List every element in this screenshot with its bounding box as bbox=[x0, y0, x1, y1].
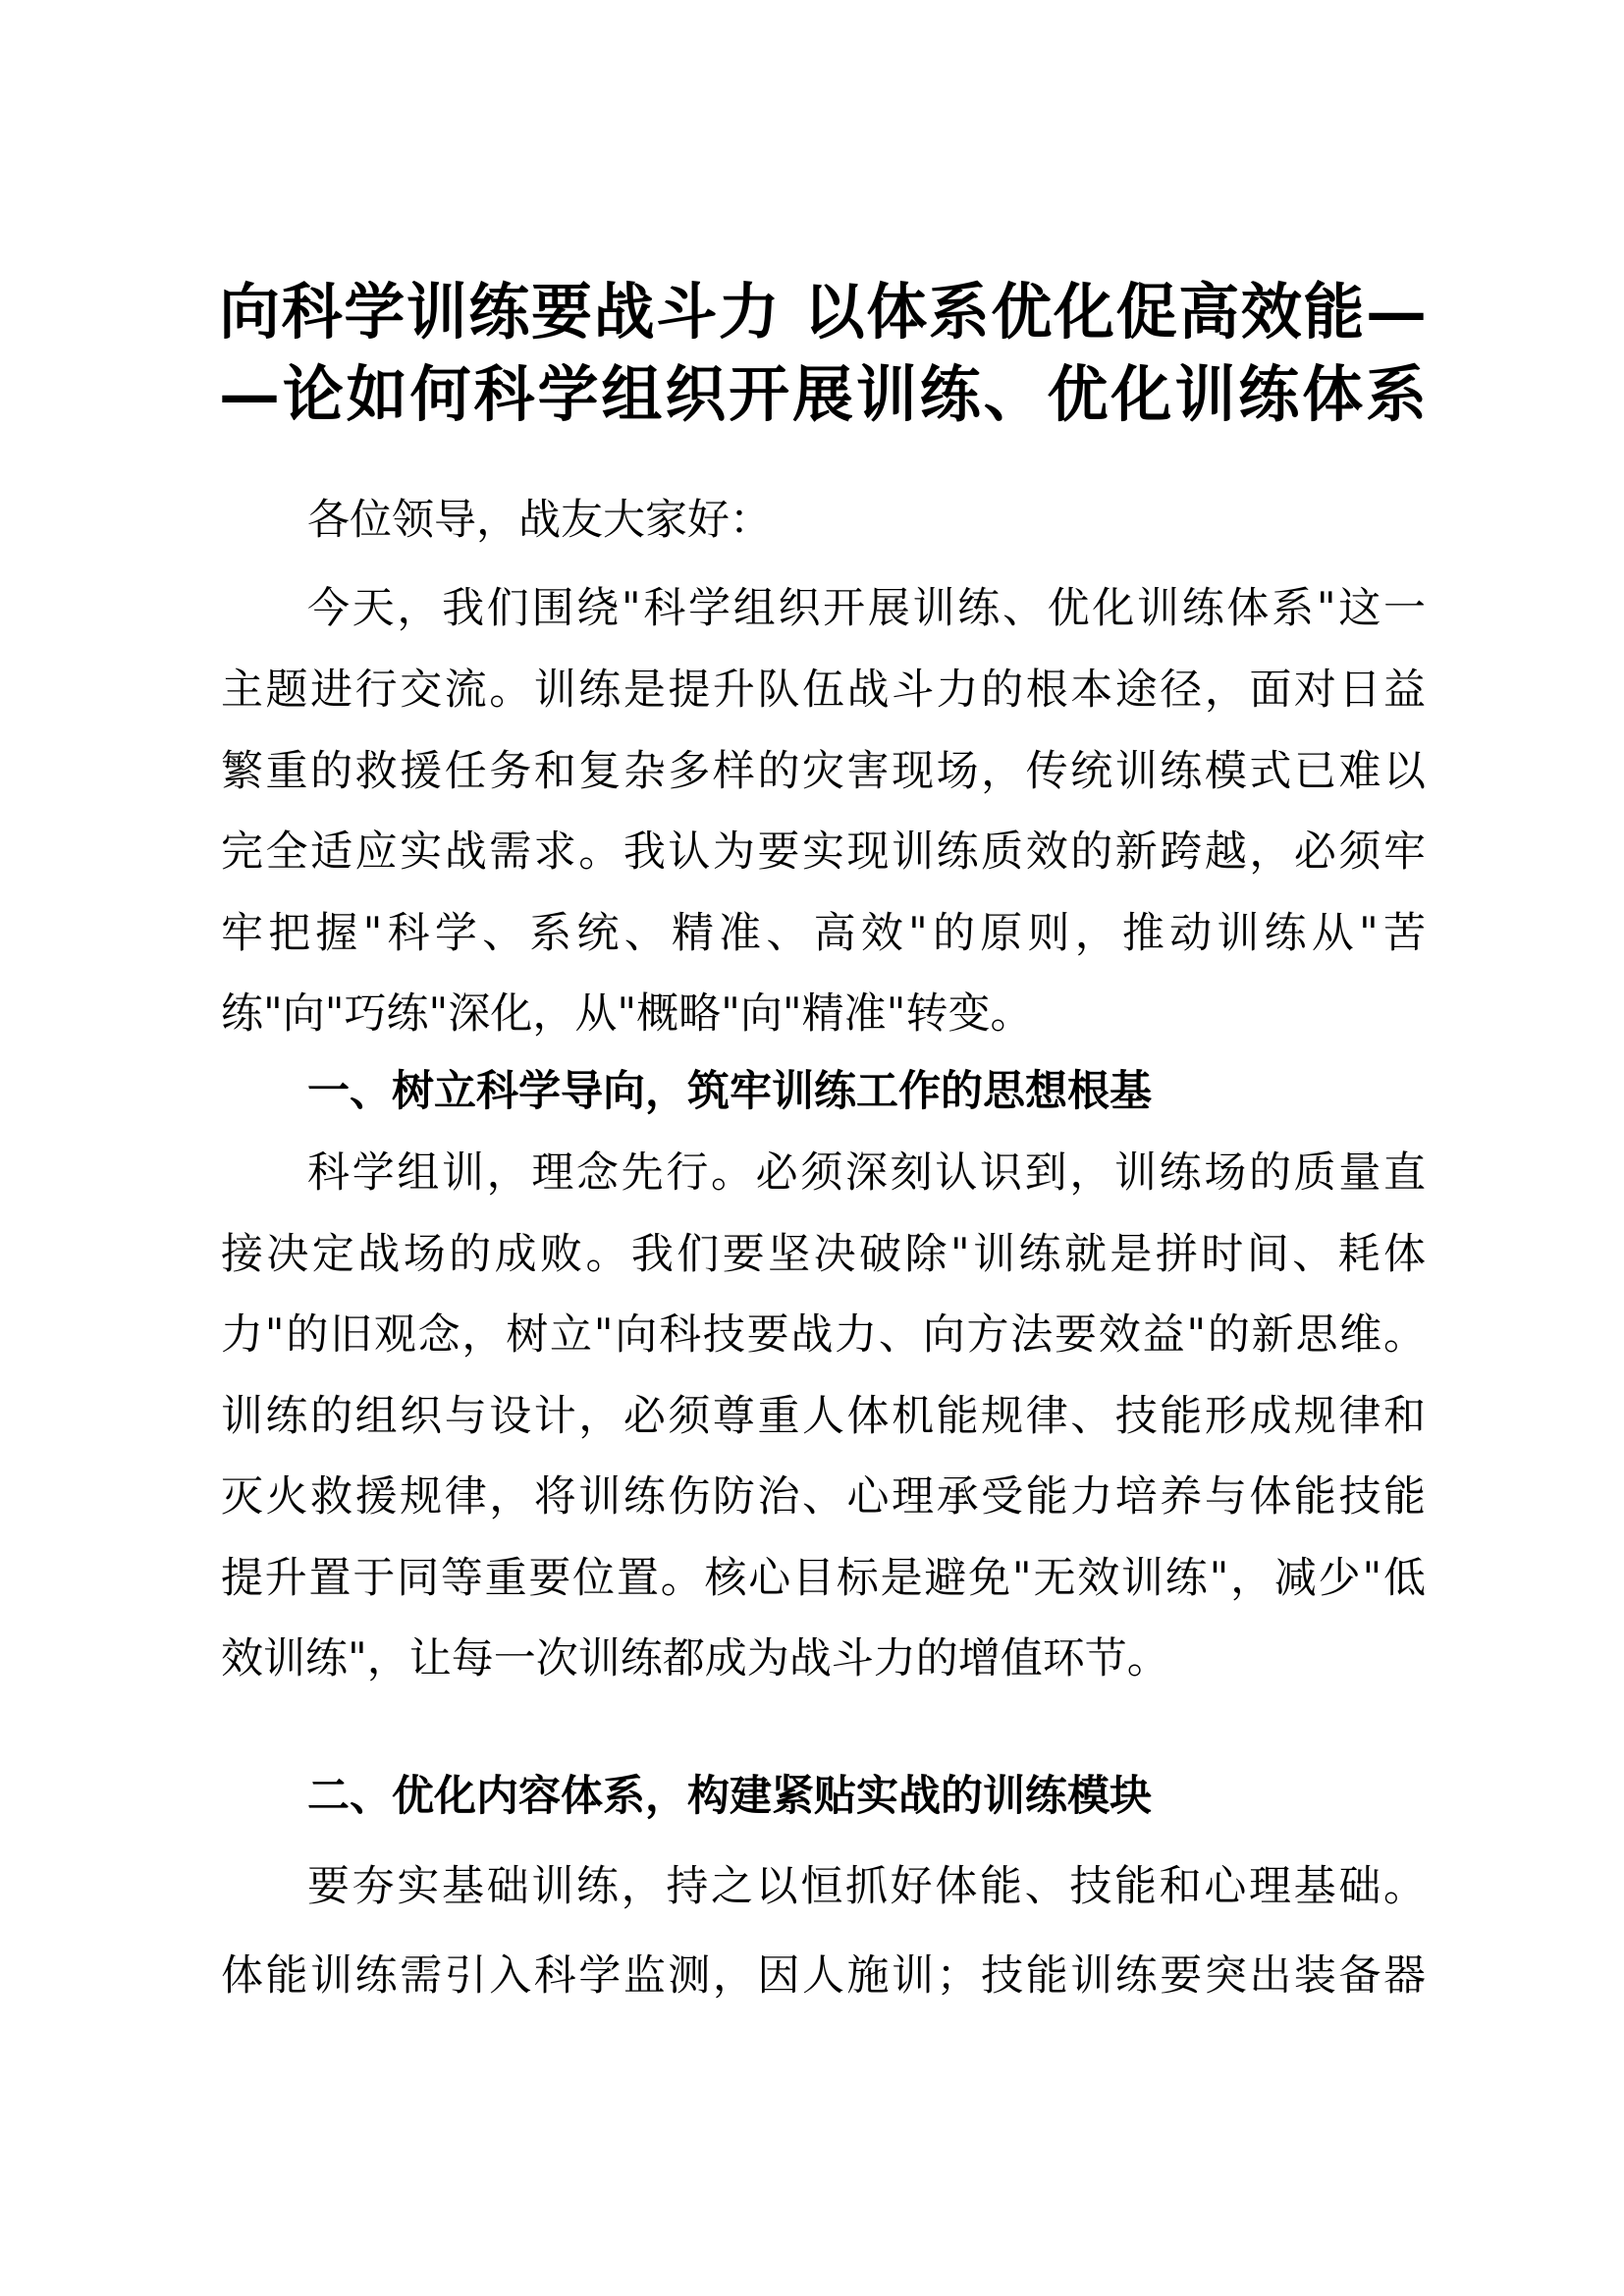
text-line: 提升置于同等重要位置。核心目标是避免"无效训练"，减少"低 bbox=[221, 1554, 1426, 1603]
section-heading-1: 一、树立科学导向，筑牢训练工作的思想根基 bbox=[307, 1067, 1152, 1116]
text-line: 练"向"巧练"深化，从"概略"向"精准"转变。 bbox=[221, 989, 1033, 1039]
greeting: 各位领导，战友大家好： bbox=[307, 496, 772, 545]
text-line: 繁重的救援任务和复杂多样的灾害现场，传统训练模式已难以 bbox=[221, 747, 1426, 796]
text-line: 训练的组织与设计，必须尊重人体机能规律、技能形成规律和 bbox=[221, 1392, 1426, 1441]
text-line: 完全适应实战需求。我认为要实现训练质效的新跨越，必须牢 bbox=[221, 828, 1426, 877]
text-line: 灭火救援规律，将训练伤防治、心理承受能力培养与体能技能 bbox=[221, 1472, 1426, 1522]
text-line: 力"的旧观念，树立"向科技要战力、向方法要效益"的新思维。 bbox=[221, 1310, 1426, 1360]
text-line: 体能训练需引入科学监测，因人施训；技能训练要突出装备器 bbox=[221, 1951, 1426, 2001]
title-line-1: 向科学训练要战斗力 以体系优化促高效能— bbox=[219, 276, 1427, 347]
text-line: 接决定战场的成败。我们要坚决破除"训练就是拼时间、耗体 bbox=[221, 1230, 1426, 1279]
text-line: 科学组训，理念先行。必须深刻认识到，训练场的质量直 bbox=[307, 1148, 1426, 1198]
text-line: 今天，我们围绕"科学组织开展训练、优化训练体系"这一 bbox=[307, 584, 1426, 633]
text-line: 效训练"，让每一次训练都成为战斗力的增值环节。 bbox=[221, 1634, 1169, 1683]
text-line: 主题进行交流。训练是提升队伍战斗力的根本途径，面对日益 bbox=[221, 666, 1426, 715]
section-heading-2: 二、优化内容体系，构建紧贴实战的训练模块 bbox=[307, 1772, 1152, 1821]
title-line-2: —论如何科学组织开展训练、优化训练体系 bbox=[219, 358, 1427, 430]
text-line: 要夯实基础训练，持之以恒抓好体能、技能和心理基础。 bbox=[307, 1862, 1426, 1911]
text-line: 牢把握"科学、系统、精准、高效"的原则，推动训练从"苦 bbox=[221, 909, 1426, 958]
